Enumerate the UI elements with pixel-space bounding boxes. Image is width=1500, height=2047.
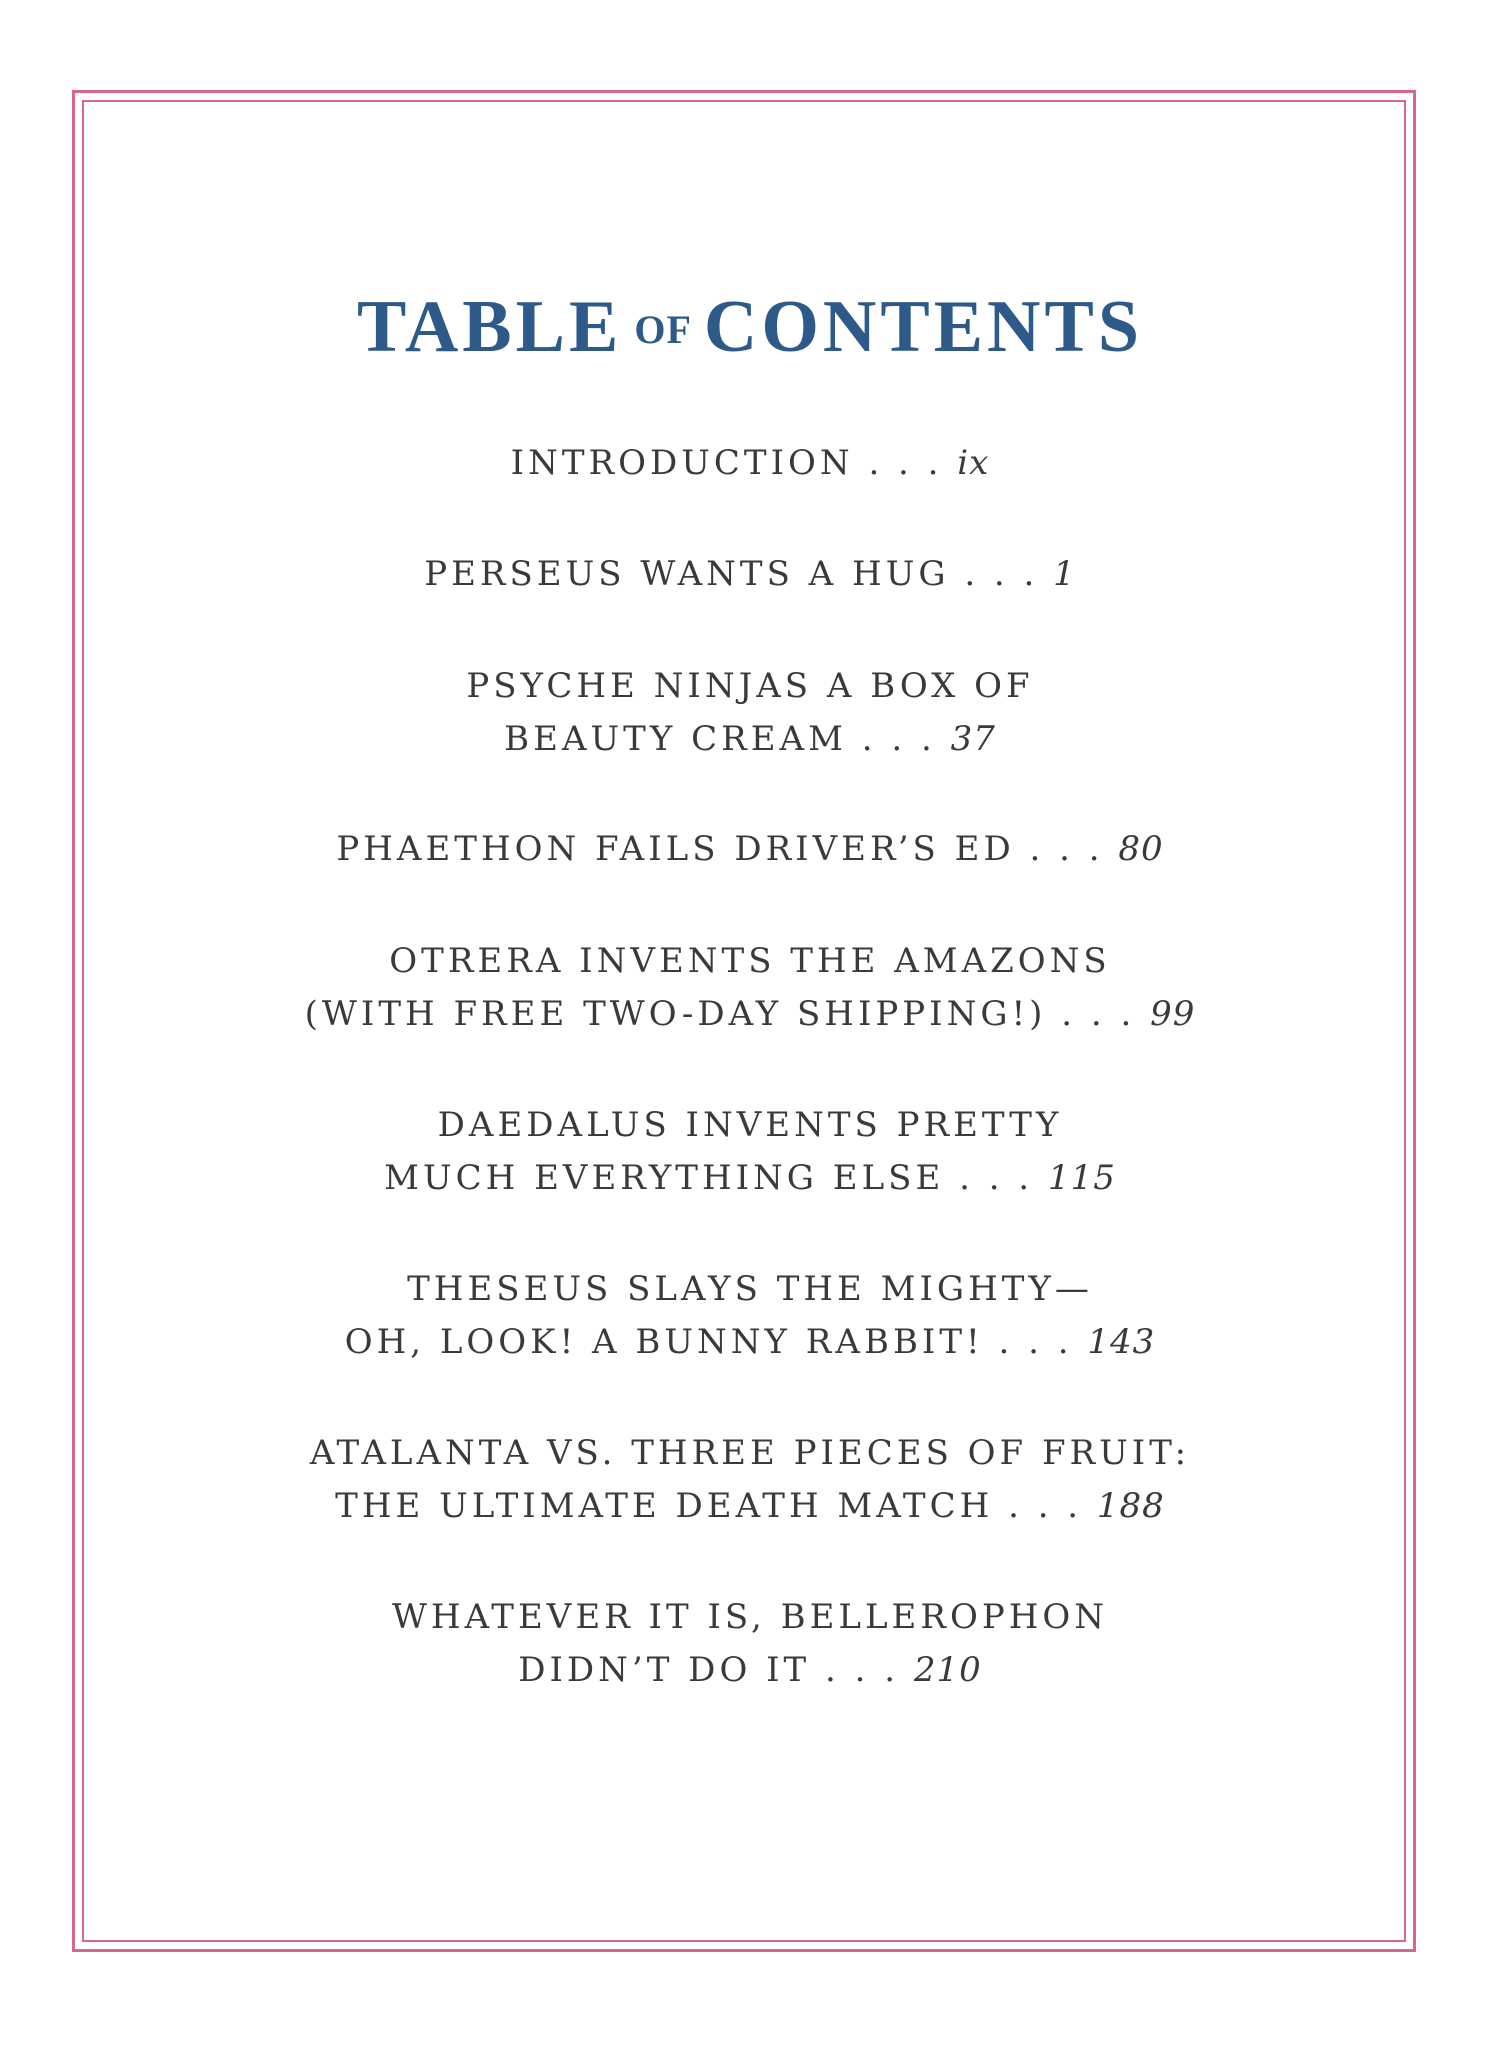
page-title-word-3: CONTENTS bbox=[703, 285, 1144, 368]
toc-entry-line: DAEDALUS INVENTS PRETTY bbox=[437, 1105, 1063, 1145]
toc-entry-title: DIDN’T DO IT . . . bbox=[518, 1650, 914, 1690]
toc-entry-atalanta[interactable] bbox=[0, 1427, 1500, 1533]
toc-entry-line bbox=[0, 1480, 1500, 1533]
toc-entry-title: PHAETHON FAILS DRIVER’S ED . . . bbox=[336, 829, 1119, 869]
toc-entry-title: THE ULTIMATE DEATH MATCH . . . bbox=[335, 1486, 1097, 1526]
toc-entry-line: OTRERA INVENTS THE AMAZONS bbox=[389, 941, 1111, 981]
toc-entry-line bbox=[0, 823, 1500, 876]
toc-entry-perseus[interactable] bbox=[0, 548, 1500, 601]
toc-entry-line bbox=[0, 548, 1500, 601]
toc-entry-page: 99 bbox=[1150, 994, 1196, 1034]
toc-entry-page: 188 bbox=[1096, 1486, 1165, 1526]
page-title-word-1: TABLE bbox=[356, 285, 623, 368]
toc-entry-page: ix bbox=[957, 443, 990, 483]
toc-entry-page: 1 bbox=[1053, 554, 1076, 594]
toc-entry-line bbox=[0, 988, 1500, 1041]
page-title-word-2: OF bbox=[634, 306, 692, 352]
toc-entry-line: PSYCHE NINJAS A BOX OF bbox=[466, 666, 1034, 706]
toc-entry-daedalus[interactable] bbox=[0, 1099, 1500, 1205]
toc-entry-title: (WITH FREE TWO-DAY SHIPPING!) . . . bbox=[304, 994, 1151, 1034]
toc-entry-page: 143 bbox=[1087, 1322, 1156, 1362]
toc-entry-introduction[interactable] bbox=[0, 437, 1500, 490]
toc-entry-bellerophon[interactable] bbox=[0, 1591, 1500, 1697]
toc-entry-title: MUCH EVERYTHING ELSE . . . bbox=[384, 1158, 1048, 1198]
toc-entry-line: WHATEVER IT IS, BELLEROPHON bbox=[391, 1597, 1108, 1637]
toc-entry-phaethon[interactable] bbox=[0, 823, 1500, 876]
toc-entry-theseus[interactable] bbox=[0, 1263, 1500, 1369]
page-title bbox=[0, 285, 1500, 368]
toc-entry-line bbox=[0, 1152, 1500, 1205]
toc-entry-line bbox=[0, 1644, 1500, 1697]
toc-entry-page: 80 bbox=[1118, 829, 1164, 869]
toc-entry-page: 210 bbox=[913, 1650, 982, 1690]
toc-entry-line: ATALANTA VS. THREE PIECES OF FRUIT: bbox=[309, 1433, 1191, 1473]
toc-entry-otrera[interactable] bbox=[0, 935, 1500, 1041]
toc-entry-page: 115 bbox=[1047, 1158, 1116, 1198]
toc-entry-title: INTRODUCTION . . . bbox=[510, 443, 958, 483]
toc-entry-line bbox=[0, 437, 1500, 490]
toc-entry-psyche[interactable] bbox=[0, 660, 1500, 766]
toc-entry-title: OH, LOOK! A BUNNY RABBIT! . . . bbox=[344, 1322, 1088, 1362]
toc-entry-line: THESEUS SLAYS THE MIGHTY— bbox=[407, 1269, 1093, 1309]
toc-entry-line bbox=[0, 1316, 1500, 1369]
toc-entry-line bbox=[0, 713, 1500, 766]
toc-entry-title: PERSEUS WANTS A HUG . . . bbox=[424, 554, 1054, 594]
toc-entry-page: 37 bbox=[950, 719, 996, 759]
toc-entry-title: BEAUTY CREAM . . . bbox=[504, 719, 951, 759]
